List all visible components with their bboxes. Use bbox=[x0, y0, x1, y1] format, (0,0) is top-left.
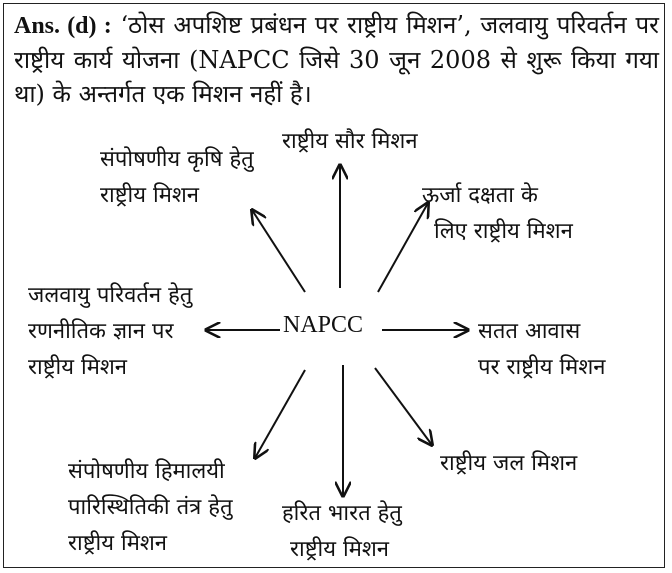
arrow-to-sustainable-agriculture bbox=[252, 210, 305, 292]
arrow-to-energy-efficiency bbox=[378, 203, 428, 292]
mission-sustainable-agriculture: संपोषणीय कृषि हेतु राष्ट्रीय मिशन bbox=[100, 147, 254, 208]
mission-green-india: हरित भारत हेतु राष्ट्रीय मिशन bbox=[282, 501, 402, 562]
mission-energy-efficiency: ऊर्जा दक्षता के लिए राष्ट्रीय मिशन bbox=[422, 183, 573, 244]
mission-himalayan-ecosystem: संपोषणीय हिमालयी पारिस्थितिकी तंत्र हेतु राष्ट्रीय मिशन bbox=[68, 459, 233, 556]
arrow-to-water-mission bbox=[375, 368, 432, 445]
mission-strategic-knowledge: जलवायु परिवर्तन हेतु रणनीतिक ज्ञान पर राष्ट्रीय मिशन bbox=[28, 283, 193, 380]
mission-solar: राष्ट्रीय सौर मिशन bbox=[282, 129, 418, 154]
napcc-hub-label: NAPCC bbox=[283, 312, 364, 338]
answer-text: ‘ठोस अपशिष्ट प्रबंधन पर राष्ट्रीय मिशन’, जलवायु परिवर्तन पर राष्ट्रीय कार्य योजना (NAPCC जिसे 30 जून 2008 से शुरू किया गया था) के अन्तर्गत एक मिशन नहीं है। bbox=[14, 11, 659, 108]
mission-sustainable-habitat: सतत आवास पर राष्ट्रीय मिशन bbox=[478, 319, 606, 380]
arrow-to-himalayan-ecosystem bbox=[255, 370, 305, 458]
answer-lead: Ans. (d) : bbox=[14, 13, 112, 39]
mission-water: राष्ट्रीय जल मिशन bbox=[440, 451, 578, 476]
